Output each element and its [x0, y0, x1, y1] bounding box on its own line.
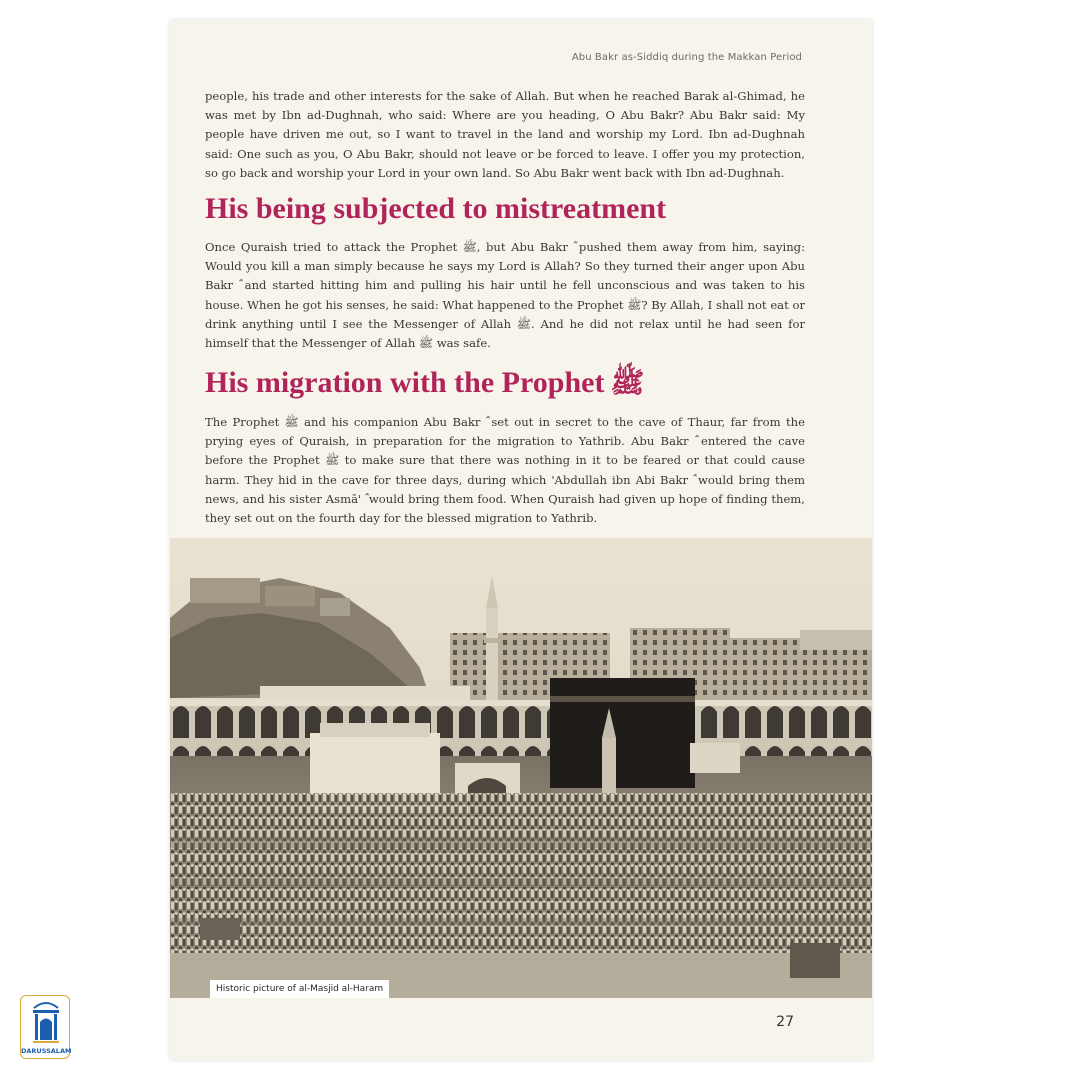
page-number: 27 — [776, 1014, 794, 1030]
historic-photo-masjid-al-haram — [170, 538, 872, 998]
section-heading-mistreatment: His being subjected to mistreatment — [205, 192, 667, 225]
section-heading-migration-text: His migration with the Prophet — [205, 366, 605, 399]
paragraph-mistreatment: Once Quraish tried to attack the Prophet ﷺ, but Abu Bakr ؓ pushed them away from him, saying: Would you kill a man simply because he says my Lord is Allah? So they turned their anger upon Abu Bakr ؓ and started hitting him and pulling his hair until he fell unconscious and was taken to his house. When he got his senses, he said: What happened to the Prophet ﷺ? By Allah, I shall not eat or drink anything until I see the Messenger of Allah ﷺ. And he did not relax until he had seen for himself that the Messenger of Allah ﷺ was safe. — [205, 240, 806, 351]
paragraph-migration: The Prophet ﷺ and his companion Abu Bakr ؓ set out in secret to the cave of Thaur, far from the prying eyes of Quraish, in preparation for the migration to Yathrib. Abu Bakr ؓ entered the cave before the Prophet ﷺ to make sure that there was nothing in it to be feared or that could cause harm. They hid in the cave for three days, during which 'Abdullah ibn Abi Bakr ؓ would bring them news, and his sister Asmā' ؓ would bring them food. When Quraish had given up hope of finding them, they set out on the fourth day for the blessed migration to Yathrib. — [205, 415, 806, 526]
paragraph-intro: people, his trade and other interests for the sake of Allah. But when he reached Barak al-Ghimad, he was met by Ibn ad-Dughnah, who said: Where are you heading, O Abu Bakr? Abu Bakr said: My people have driven me out, so I want to travel in the land and worship my Lord. Ibn ad-Dughnah said: One such as you, O Abu Bakr, should not leave or be forced to leave. I offer you my protection, so go back and worship your Lord in your own land. So Abu Bakr went back with Ibn ad-Dughnah. — [205, 89, 805, 180]
darussalam-logo — [20, 995, 70, 1059]
honorific-glyph: ﷺ — [610, 368, 645, 399]
running-header: Abu Bakr as-Siddiq during the Makkan Period — [571, 52, 802, 63]
book-page — [170, 20, 872, 1060]
photo-illustration — [170, 538, 872, 998]
photo-caption: Historic picture of al-Masjid al-Haram — [210, 980, 389, 998]
logo-wordmark: DARUSSALAM — [21, 1047, 72, 1055]
section-heading-migration — [205, 366, 644, 401]
